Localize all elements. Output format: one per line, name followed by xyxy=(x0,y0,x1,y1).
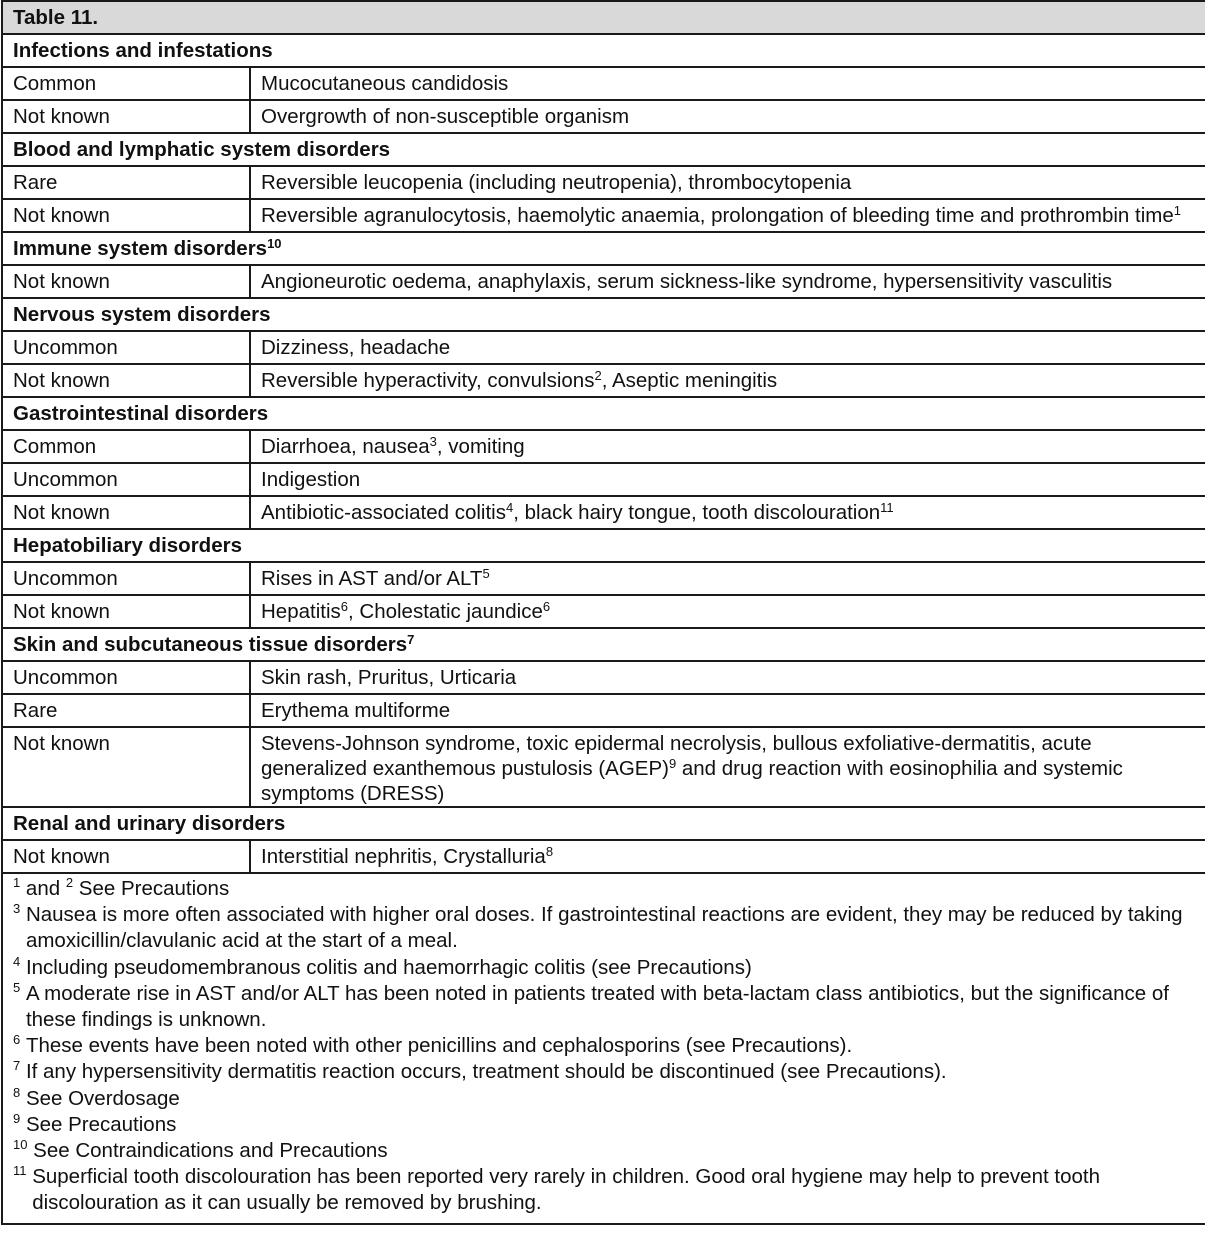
effect-cell xyxy=(250,727,1205,807)
effect-cell xyxy=(250,430,1205,463)
section-heading-text: Immune system disorders xyxy=(13,237,268,260)
effect-cell xyxy=(250,67,1205,100)
effect-cell xyxy=(250,199,1205,232)
effect-text: Reversible hyperactivity, convulsions xyxy=(261,369,595,392)
footnote xyxy=(13,876,1195,902)
frequency-cell: Uncommon xyxy=(2,562,250,595)
section-heading-text: Hepatobiliary disorders xyxy=(13,534,242,557)
footnote xyxy=(13,955,1195,981)
footnote-marker xyxy=(13,1112,26,1138)
table-row xyxy=(2,562,1205,595)
table-title-row xyxy=(2,1,1205,34)
section-heading xyxy=(2,397,1205,430)
frequency-cell: Uncommon xyxy=(2,661,250,694)
table-row xyxy=(2,727,1205,807)
section-heading-text: Infections and infestations xyxy=(13,39,273,62)
footnote-number: 6 xyxy=(13,1032,21,1048)
section-heading xyxy=(2,232,1205,265)
footnote-joiner: and xyxy=(20,877,66,900)
footnote-text: See Contraindications and Precautions xyxy=(33,1139,388,1163)
footnote-text: Superficial tooth discolouration has been reported very rarely in children. Good oral hygiene may help to prevent tooth discolouration as it can usually be removed by brushing. xyxy=(32,1165,1100,1215)
section-heading-row xyxy=(2,133,1205,166)
footnote-number: 9 xyxy=(13,1110,21,1126)
table-row xyxy=(2,430,1205,463)
frequency-cell: Rare xyxy=(2,694,250,727)
footnote-ref: 7 xyxy=(407,632,415,647)
footnote-number: 5 xyxy=(13,979,21,995)
effect-text: Hepatitis xyxy=(261,600,341,623)
effect-text: , vomiting xyxy=(436,435,525,458)
frequency-cell: Not known xyxy=(2,265,250,298)
section-heading xyxy=(2,807,1205,840)
section-heading xyxy=(2,298,1205,331)
effect-text: Overgrowth of non-susceptible organism xyxy=(261,105,630,128)
section-heading-row xyxy=(2,34,1205,67)
table-row xyxy=(2,595,1205,628)
effect-text: Mucocutaneous candidosis xyxy=(261,72,509,95)
section-heading-row xyxy=(2,232,1205,265)
table-row xyxy=(2,199,1205,232)
footnote-marker xyxy=(13,1059,26,1085)
footnote-text: See Precautions xyxy=(25,1112,177,1136)
section-heading xyxy=(2,34,1205,67)
section-heading-text: Skin and subcutaneous tissue disorders xyxy=(13,633,408,656)
effect-cell xyxy=(250,265,1205,298)
effect-cell xyxy=(250,364,1205,397)
footnote-number: 4 xyxy=(13,953,21,969)
frequency-cell: Not known xyxy=(2,727,250,807)
footnote-ref: 11 xyxy=(880,500,894,515)
footnote xyxy=(13,981,1195,1033)
frequency-cell: Uncommon xyxy=(2,331,250,364)
effect-cell xyxy=(250,496,1205,529)
footnote-number: 1 xyxy=(13,875,21,890)
table-row xyxy=(2,166,1205,199)
effect-cell xyxy=(250,661,1205,694)
effect-text: Antibiotic-associated colitis xyxy=(261,501,506,524)
footnote-ref: 10 xyxy=(267,236,282,251)
table-row xyxy=(2,67,1205,100)
effect-text: Reversible leucopenia (including neutropenia), thrombocytopenia xyxy=(261,171,852,194)
footnote-ref: 9 xyxy=(668,756,677,771)
footnote-marker xyxy=(13,1033,26,1059)
footnote-marker xyxy=(13,955,26,981)
footnote-number: 10 xyxy=(13,1137,28,1153)
table-row xyxy=(2,100,1205,133)
footnote-text: If any hypersensitivity dermatitis reaction occurs, treatment should be discontinued (see Precautions). xyxy=(25,1060,947,1084)
footnote-text: A moderate rise in AST and/or ALT has been noted in patients treated with beta-lactam class antibiotics, but the significance of these findings is unknown. xyxy=(25,981,1169,1032)
effect-cell xyxy=(250,331,1205,364)
effect-cell xyxy=(250,694,1205,727)
effect-text: Angioneurotic oedema, anaphylaxis, serum sickness-like syndrome, hypersensitivity vasculitis xyxy=(261,270,1113,293)
section-heading-text: Gastrointestinal disorders xyxy=(13,402,269,425)
footnote xyxy=(13,1138,1195,1164)
table-row xyxy=(2,331,1205,364)
section-heading-row xyxy=(2,298,1205,331)
footnote-text: See Overdosage xyxy=(25,1086,180,1110)
table-row xyxy=(2,265,1205,298)
section-heading xyxy=(2,133,1205,166)
footnote-ref: 4 xyxy=(505,500,514,515)
table-title: Table 11. xyxy=(2,1,1205,34)
table-row xyxy=(2,840,1205,873)
footnote-text: These events have been noted with other penicillins and cephalosporins (see Precautions). xyxy=(25,1034,853,1058)
effect-cell xyxy=(250,100,1205,133)
footnotes xyxy=(2,873,1205,1224)
section-heading-row xyxy=(2,397,1205,430)
footnote xyxy=(13,1164,1195,1216)
effect-text: Rises in AST and/or ALT xyxy=(261,567,483,590)
section-heading xyxy=(2,628,1205,661)
footnote-ref: 3 xyxy=(429,434,437,449)
footnote-marker xyxy=(13,1164,32,1216)
effect-text: , Aseptic meningitis xyxy=(601,369,778,392)
footnotes-row xyxy=(2,873,1205,1224)
footnote xyxy=(13,902,1195,954)
footnote-text: Including pseudomembranous colitis and haemorrhagic colitis (see Precautions) xyxy=(25,955,752,979)
effect-text: Erythema multiforme xyxy=(261,699,451,722)
frequency-cell: Not known xyxy=(2,364,250,397)
footnote-marker xyxy=(13,1138,33,1164)
table-row xyxy=(2,364,1205,397)
effect-cell xyxy=(250,840,1205,873)
footnote-ref: 1 xyxy=(1173,203,1181,218)
frequency-cell: Not known xyxy=(2,595,250,628)
table-body xyxy=(2,1,1205,1224)
footnote-text: Nausea is more often associated with higher oral doses. If gastrointestinal reactions are evident, they may be reduced by taking amoxicillin/clavulanic acid at the start of a meal. xyxy=(25,903,1183,953)
footnote xyxy=(13,1033,1195,1059)
adverse-reactions-table xyxy=(1,0,1205,1225)
table-row xyxy=(2,661,1205,694)
section-heading xyxy=(2,529,1205,562)
footnote xyxy=(13,1086,1195,1112)
effect-text: Indigestion xyxy=(261,468,361,491)
footnote-number: 11 xyxy=(13,1163,27,1179)
footnote-ref: 5 xyxy=(482,566,490,581)
footnote-marker xyxy=(13,876,79,902)
footnote xyxy=(13,1112,1195,1138)
effect-cell xyxy=(250,166,1205,199)
footnote-number: 2 xyxy=(65,875,74,890)
frequency-cell: Not known xyxy=(2,199,250,232)
effect-text: , Cholestatic jaundice xyxy=(348,600,543,623)
effect-cell xyxy=(250,463,1205,496)
footnote-ref: 6 xyxy=(340,599,348,614)
effect-text: Skin rash, Pruritus, Urticaria xyxy=(261,666,517,689)
footnote-marker xyxy=(13,981,26,1033)
section-heading-row xyxy=(2,807,1205,840)
table-row xyxy=(2,694,1205,727)
effect-cell xyxy=(250,562,1205,595)
section-heading-row xyxy=(2,529,1205,562)
frequency-cell: Common xyxy=(2,67,250,100)
effect-text: and drug reaction with eosinophilia and systemic symptoms (DRESS) xyxy=(261,757,1123,805)
effect-text: , black hairy tongue, tooth discolouration xyxy=(513,501,881,524)
table-row xyxy=(2,463,1205,496)
effect-cell xyxy=(250,595,1205,628)
section-heading-text: Nervous system disorders xyxy=(13,303,271,326)
footnote xyxy=(13,1059,1195,1085)
frequency-cell: Rare xyxy=(2,166,250,199)
footnote-marker xyxy=(13,902,26,954)
footnote-ref: 8 xyxy=(545,844,554,859)
footnote-number: 7 xyxy=(13,1058,21,1074)
frequency-cell: Not known xyxy=(2,840,250,873)
effect-text: Stevens-Johnson syndrome, toxic epidermal necrolysis, bullous exfoliative-dermatitis, acute generalized exanthemous pustulosis (AGEP) xyxy=(261,732,1092,780)
effect-text: Interstitial nephritis, Crystalluria xyxy=(261,845,546,868)
frequency-cell: Uncommon xyxy=(2,463,250,496)
frequency-cell: Common xyxy=(2,430,250,463)
effect-text: Dizziness, headache xyxy=(261,336,451,359)
footnote-number: 8 xyxy=(13,1084,21,1100)
footnote-ref: 2 xyxy=(594,368,602,383)
frequency-cell: Not known xyxy=(2,100,250,133)
footnote-text: See Precautions xyxy=(78,877,230,900)
footnote-ref: 6 xyxy=(542,599,551,614)
section-heading-text: Blood and lymphatic system disorders xyxy=(13,138,391,161)
effect-text: Reversible agranulocytosis, haemolytic anaemia, prolongation of bleeding time and prothrombin time xyxy=(261,204,1174,227)
section-heading-text: Renal and urinary disorders xyxy=(13,812,286,835)
table-row xyxy=(2,496,1205,529)
section-heading-row xyxy=(2,628,1205,661)
footnote-number: 3 xyxy=(13,901,21,917)
footnote-marker xyxy=(13,1086,26,1112)
frequency-cell: Not known xyxy=(2,496,250,529)
effect-text: Diarrhoea, nausea xyxy=(261,435,430,458)
